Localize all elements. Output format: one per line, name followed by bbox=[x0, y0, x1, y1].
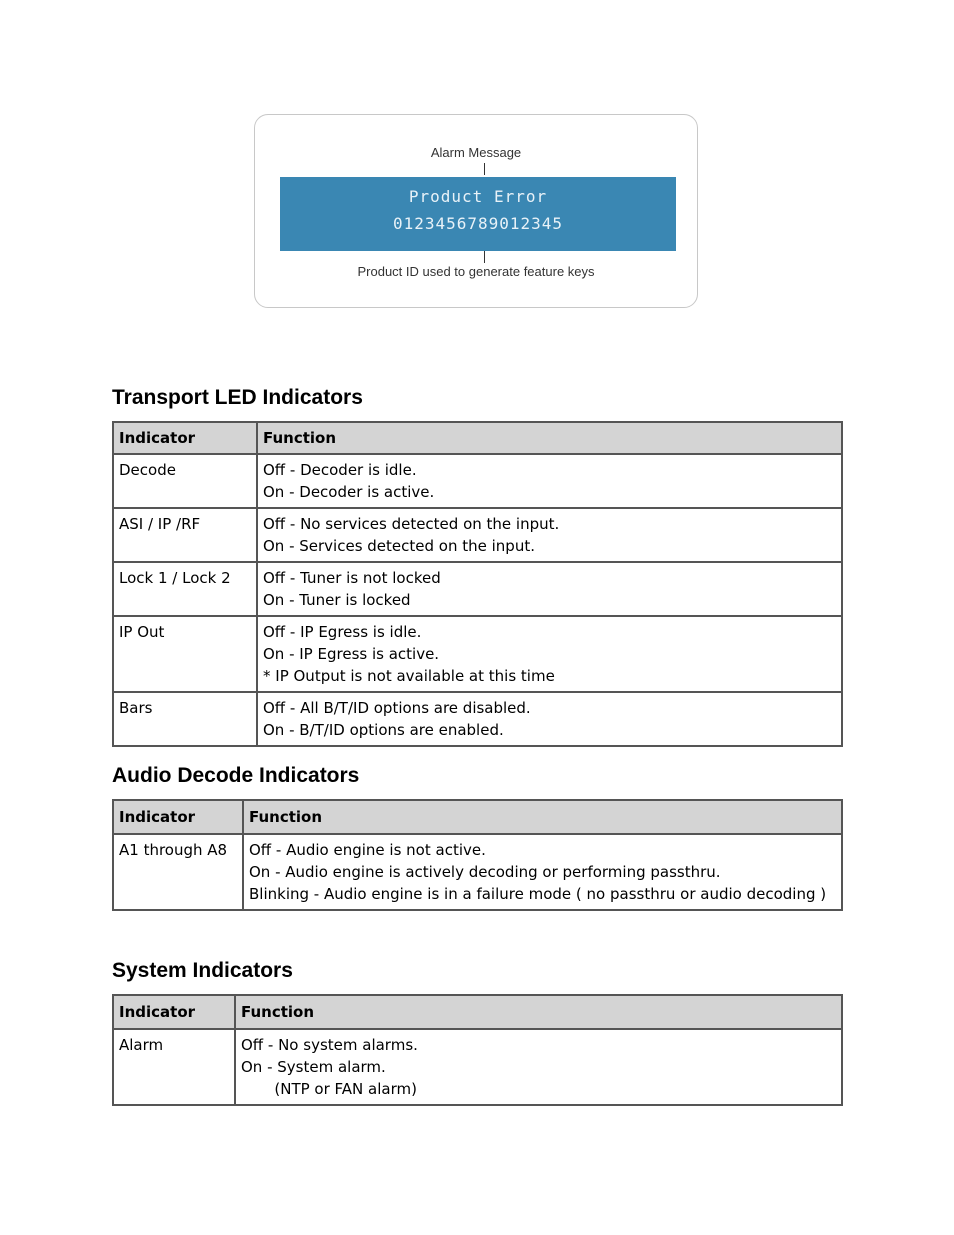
table-row bbox=[113, 562, 842, 616]
function-line: On - Audio engine is actively decoding or performing passthru. bbox=[249, 863, 721, 881]
section-title-audio: Audio Decode Indicators bbox=[112, 764, 360, 787]
function-line: Blinking - Audio engine is in a failure mode ( no passthru or audio decoding ) bbox=[249, 885, 827, 903]
alarm-display-figure bbox=[254, 114, 698, 308]
audio-indicators-table bbox=[112, 799, 843, 911]
header-function: Function bbox=[257, 422, 842, 454]
function-line: On - Services detected on the input. bbox=[263, 537, 535, 555]
function-line: * IP Output is not available at this time bbox=[263, 667, 555, 685]
function-line: Off - No system alarms. bbox=[241, 1036, 418, 1054]
function-line: On - Decoder is active. bbox=[263, 483, 435, 501]
section-title-system: System Indicators bbox=[112, 959, 293, 982]
function-line: Off - All B/T/ID options are disabled. bbox=[263, 699, 531, 717]
product-id-pointer-line bbox=[484, 251, 485, 263]
indicator-cell: Lock 1 / Lock 2 bbox=[113, 562, 257, 616]
function-line: On - Tuner is locked bbox=[263, 591, 411, 609]
lcd-line-2: 012345678901234​5 bbox=[392, 214, 564, 233]
table-row bbox=[113, 454, 842, 508]
function-line: Off - Audio engine is not active. bbox=[249, 841, 486, 859]
header-indicator: Indicator bbox=[113, 800, 243, 834]
function-line: (NTP or FAN alarm) bbox=[241, 1080, 417, 1098]
function-line: On - System alarm. bbox=[241, 1058, 386, 1076]
function-cell bbox=[257, 616, 842, 692]
system-indicators-table bbox=[112, 994, 843, 1106]
indicator-cell: IP Out bbox=[113, 616, 257, 692]
transport-indicators-table bbox=[112, 421, 843, 747]
front-panel-lcd bbox=[280, 177, 676, 251]
table-row bbox=[113, 616, 842, 692]
header-function: Function bbox=[243, 800, 842, 834]
function-cell bbox=[235, 1029, 842, 1105]
header-indicator: Indicator bbox=[113, 995, 235, 1029]
function-cell bbox=[243, 834, 842, 910]
function-cell bbox=[257, 508, 842, 562]
table-header-row bbox=[113, 995, 842, 1029]
indicator-cell: Decode bbox=[113, 454, 257, 508]
function-cell bbox=[257, 454, 842, 508]
function-line: Off - Tuner is not locked bbox=[263, 569, 441, 587]
header-indicator: Indicator bbox=[113, 422, 257, 454]
section-title-transport: Transport LED Indicators bbox=[112, 386, 363, 409]
function-line: Off - Decoder is idle. bbox=[263, 461, 417, 479]
indicator-cell: ASI / IP /RF bbox=[113, 508, 257, 562]
alarm-message-label: Alarm Message bbox=[430, 145, 522, 160]
function-line: On - IP Egress is active. bbox=[263, 645, 440, 663]
indicator-cell: Alarm bbox=[113, 1029, 235, 1105]
function-line: Off - IP Egress is idle. bbox=[263, 623, 422, 641]
indicator-cell: Bars bbox=[113, 692, 257, 746]
header-function: Function bbox=[235, 995, 842, 1029]
function-cell bbox=[257, 692, 842, 746]
table-row bbox=[113, 834, 842, 910]
table-row bbox=[113, 1029, 842, 1105]
table-header-row bbox=[113, 800, 842, 834]
product-id-label: Product ID used to generate feature keys bbox=[357, 264, 595, 279]
function-line: On - B/T/ID options are enabled. bbox=[263, 721, 504, 739]
alarm-pointer-line bbox=[484, 163, 485, 175]
indicator-cell: A1 through A8 bbox=[113, 834, 243, 910]
table-header-row bbox=[113, 422, 842, 454]
table-row bbox=[113, 692, 842, 746]
function-line: Off - No services detected on the input. bbox=[263, 515, 560, 533]
lcd-line-1: Product Error bbox=[408, 187, 548, 206]
table-row bbox=[113, 508, 842, 562]
function-cell bbox=[257, 562, 842, 616]
